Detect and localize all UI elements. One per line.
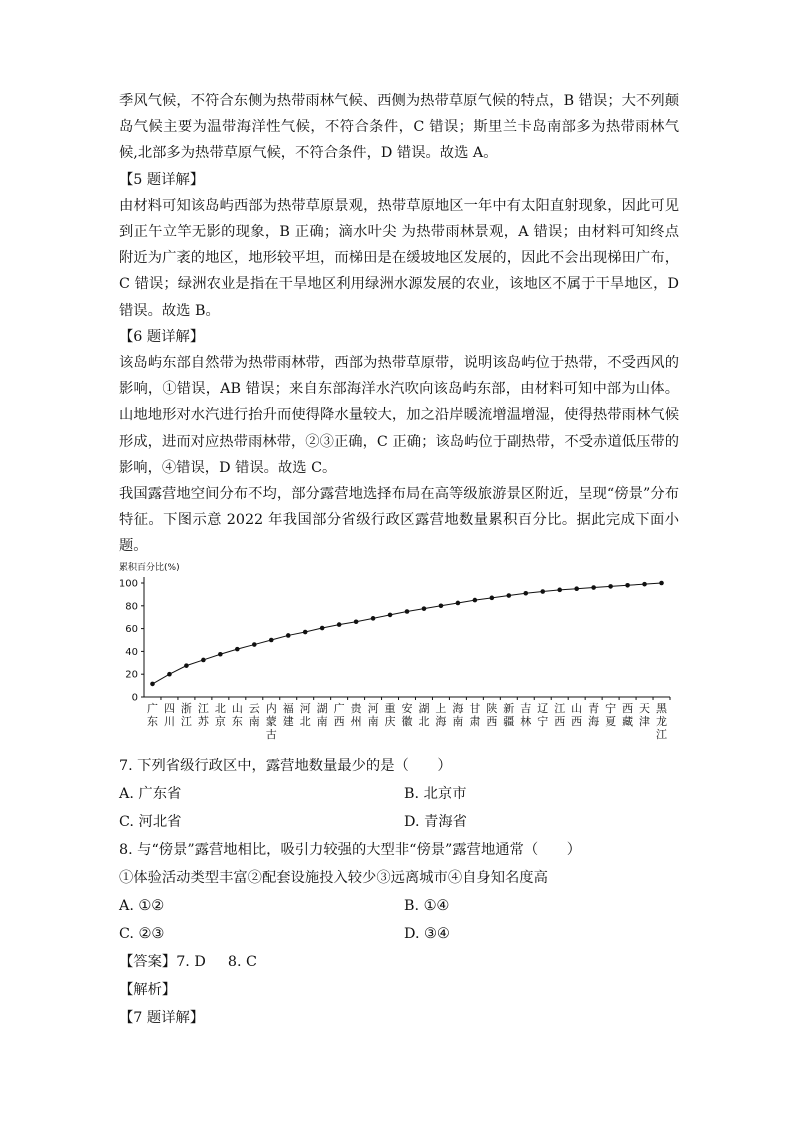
data-point (371, 616, 376, 621)
data-point (184, 663, 189, 668)
question-7-stem: 7. 下列省级行政区中，露营地数量最少的是（ ） (119, 757, 452, 774)
x-tick-label-char: 龙 (656, 714, 668, 728)
data-point (167, 672, 172, 677)
x-tick-label-char: 庆 (384, 714, 396, 728)
x-tick-label-char: 肃 (469, 714, 481, 728)
x-tick-label-char: 疆 (503, 714, 515, 728)
data-point (473, 597, 478, 602)
x-tick-label-char: 南 (316, 714, 328, 728)
data-point (456, 600, 461, 605)
x-tick-label-char: 四 (163, 701, 175, 715)
data-point (252, 642, 257, 647)
x-tick-label-char: 州 (350, 714, 362, 728)
x-tick-label-char: 津 (639, 714, 651, 728)
y-tick-label: 0 (131, 692, 138, 704)
x-tick-label-char: 古 (265, 727, 277, 741)
x-tick-label-char: 宁 (537, 714, 549, 728)
x-tick-label-char: 夏 (605, 714, 617, 728)
q7-option-a: A. 广东省 (119, 785, 182, 802)
answer-8: 8. C (227, 953, 257, 970)
x-tick-label-char: 内 (265, 701, 277, 715)
x-tick-label-char: 蒙 (265, 714, 277, 728)
data-point (405, 609, 410, 614)
x-tick-label-char: 南 (367, 714, 379, 728)
data-point (608, 584, 613, 589)
data-point (439, 603, 444, 608)
x-tick-label-char: 南 (452, 714, 464, 728)
x-tick-label-char: 广 (146, 701, 158, 715)
x-tick-label-char: 京 (214, 714, 226, 728)
x-tick-label-char: 苏 (197, 714, 209, 728)
data-point (354, 619, 359, 624)
data-point (625, 583, 630, 588)
x-tick-label-char: 西 (486, 714, 498, 728)
x-tick-label-char: 山 (571, 701, 583, 715)
data-point (422, 606, 427, 611)
question-7-options (119, 780, 679, 836)
q8-option-a: A. ①② (119, 897, 165, 914)
data-point (490, 595, 495, 600)
x-tick-label-char: 青 (588, 701, 600, 715)
question-8-stem: 8. 与“傍景”露营地相比，吸引力较强的大型非“傍景”露营地通常（ ） (119, 841, 582, 858)
q7-option-d: D. 青海省 (404, 813, 467, 830)
y-tick-label: 40 (125, 646, 138, 658)
data-point (235, 646, 240, 651)
data-point (591, 585, 596, 590)
x-tick-label-char: 辽 (537, 701, 549, 715)
heading-q5-explanation: 【5 题详解】 (119, 171, 205, 188)
y-tick-label: 60 (125, 623, 138, 635)
q7-option-b: B. 北京市 (404, 785, 467, 802)
x-tick-label-char: 藏 (622, 714, 634, 728)
answer-7: 7. D (176, 953, 206, 970)
x-tick-label-char: 北 (299, 714, 311, 728)
q8-option-d: D. ③④ (404, 925, 450, 942)
x-tick-label-char: 海 (452, 701, 464, 715)
x-tick-label-char: 广 (333, 701, 345, 715)
x-tick-label-char: 甘 (469, 701, 481, 715)
data-point (337, 622, 342, 627)
x-tick-label-char: 徽 (401, 714, 413, 728)
data-point (320, 625, 325, 630)
x-tick-label-char: 浙 (180, 701, 192, 715)
x-tick-label-char: 林 (520, 714, 532, 728)
x-tick-label-char: 江 (656, 727, 668, 741)
x-tick-label-char: 南 (248, 714, 260, 728)
x-tick-label-char: 天 (639, 701, 651, 715)
data-point (574, 586, 579, 591)
paragraph-q6-explanation: 该岛屿东部自然带为热带雨林带，西部为热带草原带，说明该岛屿位于热带，不受西风的影响，①错误，AB 错误；来自东部海洋水汽吹向该岛屿东部，由材料可知中部为山体。山地地形对水汽进行抬升而使得降水量较大，加之沿岸暖流增温增湿，使得热带雨林气候形成，进而对应热带雨林带，②③正确，C 正确；该岛屿位于副热带，不受赤道低压带的影响，④错误，D 错误。故选 C。 (119, 355, 679, 476)
question-8-items: ①体验活动类型丰富②配套设施投入较少③远离城市④自身知名度高 (119, 869, 548, 886)
y-axis-label: 累积百分比(%) (119, 562, 180, 573)
data-point (286, 633, 291, 638)
data-point (388, 612, 393, 617)
paragraph-chart-intro: 我国露营地空间分布不均，部分露营地选择布局在高等级旅游景区附近，呈现“傍景”分布特征。下图示意 2022 年我国部分省级行政区露营地数量累积百分比。据此完成下面小题。 (119, 486, 679, 555)
x-tick-label-char: 河 (299, 701, 311, 715)
series-line (152, 583, 661, 684)
document-page (119, 88, 679, 1032)
x-tick-label-char: 上 (435, 701, 447, 715)
x-tick-label-char: 湖 (316, 701, 328, 715)
question-8-options (119, 892, 679, 948)
x-tick-label-char: 东 (231, 714, 243, 728)
x-tick-label-char: 宁 (605, 701, 617, 715)
data-point (523, 591, 528, 596)
x-tick-label-char: 川 (163, 714, 175, 728)
data-point (507, 593, 512, 598)
x-tick-label-char: 黑 (656, 701, 668, 715)
x-tick-label-char: 湖 (418, 701, 430, 715)
x-tick-label-char: 西 (571, 714, 583, 728)
data-point (218, 652, 223, 657)
data-point (303, 629, 308, 634)
x-tick-label-char: 西 (554, 714, 566, 728)
x-tick-label-char: 西 (333, 714, 345, 728)
heading-q6-explanation: 【6 题详解】 (119, 328, 205, 345)
cumulative-percentage-chart (119, 562, 679, 752)
x-tick-label-char: 江 (180, 714, 192, 728)
q8-option-b: B. ①④ (404, 897, 450, 914)
data-point (269, 637, 274, 642)
data-point (642, 581, 647, 586)
x-tick-label-char: 北 (214, 701, 226, 715)
x-tick-label-char: 贵 (350, 701, 362, 715)
x-tick-label-char: 山 (231, 701, 243, 715)
y-tick-label: 80 (125, 600, 138, 612)
x-tick-label-char: 北 (418, 714, 430, 728)
x-tick-label-char: 吉 (520, 701, 532, 715)
answer-line (119, 948, 679, 976)
data-point (557, 587, 562, 592)
answer-label: 【答案】 (119, 953, 177, 970)
x-tick-label-char: 重 (384, 701, 396, 715)
x-tick-label-char: 河 (367, 701, 379, 715)
data-point (540, 589, 545, 594)
analysis-heading: 【解析】 (119, 981, 177, 998)
x-tick-label-char: 海 (435, 714, 447, 728)
x-tick-label-char: 新 (503, 701, 515, 715)
x-tick-label-char: 建 (282, 714, 294, 728)
data-point (150, 681, 155, 686)
x-tick-label-char: 东 (146, 714, 158, 728)
chart-svg (119, 562, 679, 752)
y-tick-label: 100 (119, 578, 138, 590)
x-tick-label-char: 安 (401, 701, 413, 715)
y-tick-label: 20 (125, 669, 138, 681)
paragraph-q4-tail: 季风气候，不符合东侧为热带雨林气候、西侧为热带草原气候的特点，B 错误；大不列颠岛气候主要为温带海洋性气候，不符合条件，C 错误；斯里兰卡岛南部多为热带雨林气候,北部多为热带草原气候，不符合条件，D 错误。故选 A。 (119, 93, 679, 162)
x-tick-label-char: 江 (554, 701, 566, 715)
data-point (659, 580, 664, 585)
x-tick-label-char: 云 (248, 701, 260, 715)
x-tick-label-char: 海 (588, 714, 600, 728)
data-point (201, 657, 206, 662)
q7-option-c: C. 河北省 (119, 813, 182, 830)
x-tick-label-char: 西 (622, 701, 634, 715)
x-tick-label-char: 江 (197, 701, 209, 715)
x-tick-label-char: 陕 (486, 701, 498, 715)
heading-q7-explanation: 【7 题详解】 (119, 1009, 205, 1026)
q8-option-c: C. ②③ (119, 925, 165, 942)
x-tick-label-char: 福 (282, 701, 294, 715)
paragraph-q5-explanation: 由材料可知该岛屿西部为热带草原景观，热带草原地区一年中有太阳直射现象，因此可见到正午立竿无影的现象，B 正确；滴水叶尖 为热带雨林景观，A 错误；由材料可知终点附近为广袤的地区，地形较平坦，而梯田是在缓坡地区发展的，因此不会出现梯田广布，C 错误；绿洲农业是指在干旱地区利用绿洲水源发展的农业，该地区不属于干旱地区，D 错误。故选 B。 (119, 197, 679, 319)
